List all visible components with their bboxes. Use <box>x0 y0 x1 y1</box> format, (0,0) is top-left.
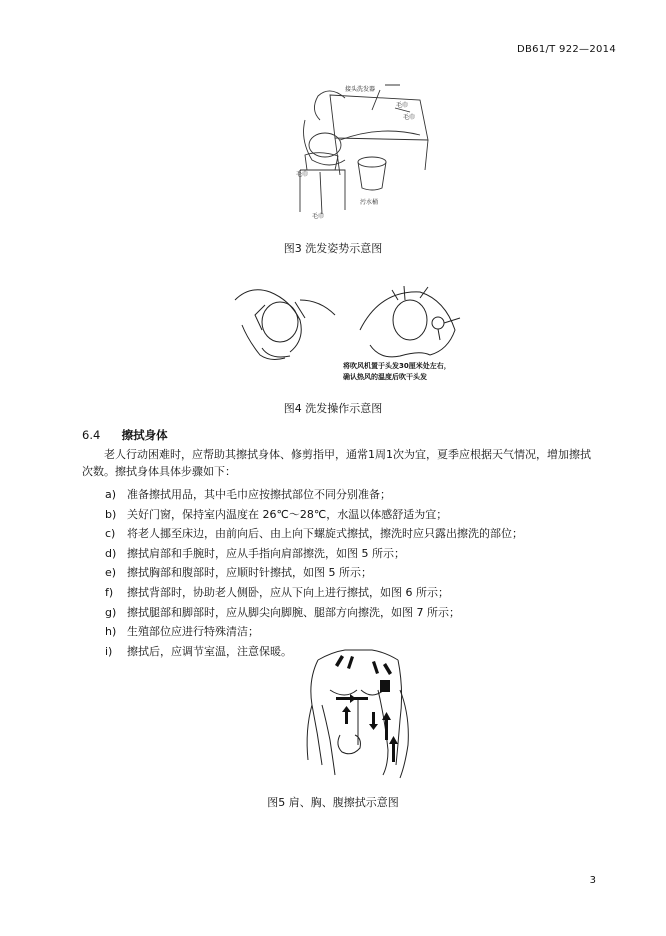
list-text: 将老人挪至床边，由前向后、由上向下螺旋式擦拭，擦洗时应只露出擦洗的部位； <box>127 527 523 541</box>
list-text: 关好门窗，保持室内温度在 26℃～28℃，水温以体感舒适为宜； <box>127 507 448 521</box>
fig4-note-line2: 确认热风的温度后吹干头发 <box>343 373 427 381</box>
list-marker: b) <box>105 507 117 521</box>
list-marker: i) <box>105 644 113 658</box>
list-text: 生殖部位应进行特殊清洁； <box>127 625 259 639</box>
list-text: 擦拭胸部和腹部时，应顺时针擦拭，如图 5 所示； <box>127 566 372 580</box>
page-number: 3 <box>589 875 596 886</box>
list-marker: e) <box>105 566 117 580</box>
figure3-caption: 图3 洗发姿势示意图 <box>283 242 383 255</box>
fig4-note-line1: 将吹风机置于头发30厘米处左右， <box>343 362 451 370</box>
list-marker: d) <box>105 546 117 560</box>
intro-text: 老人行动困难时，应帮助其擦拭身体、修剪指甲，通常1周1次为宜，夏季应根据天气情况，增加擦拭次数。擦拭身体具体步骤如下： <box>82 448 591 478</box>
list-marker: a) <box>105 488 117 501</box>
fig3-label-2: 毛巾 <box>396 102 409 109</box>
fig3-label-1: 接头洗发器 <box>345 86 376 93</box>
list-text: 擦拭背部时，协助老人侧卧，应从下向上进行擦拭，如图 6 所示； <box>127 585 449 599</box>
figure4-caption: 图4 洗发操作示意图 <box>283 402 383 415</box>
list-marker: g) <box>105 605 117 619</box>
list-marker: f) <box>105 585 114 599</box>
fig3-label-5: 毛巾 <box>312 213 325 220</box>
section-title: 擦拭身体 <box>121 428 168 442</box>
list-text: 准备擦拭用品，其中毛巾应按擦拭部位不同分别准备； <box>127 488 391 501</box>
fig3-label-6: 污水桶 <box>360 199 379 206</box>
section-number: 6.4 <box>82 428 101 442</box>
fig3-label-4: 毛巾 <box>296 171 309 178</box>
list-marker: h) <box>105 625 117 639</box>
list-text: 擦拭腿部和脚部时，应从脚尖向脚腕、腿部方向擦洗，如图 7 所示； <box>127 605 460 619</box>
list-text: 擦拭肩部和手腕时，应从手指向肩部擦洗，如图 5 所示； <box>127 546 405 560</box>
fig3-label-3: 毛巾 <box>403 114 416 121</box>
document-id: DB61/T 922—2014 <box>517 44 616 55</box>
list-text: 擦拭后，应调节室温，注意保暖。 <box>127 644 292 658</box>
figure5-caption: 图5 肩、胸、腹擦拭示意图 <box>267 796 399 809</box>
list-marker: c) <box>105 527 116 541</box>
